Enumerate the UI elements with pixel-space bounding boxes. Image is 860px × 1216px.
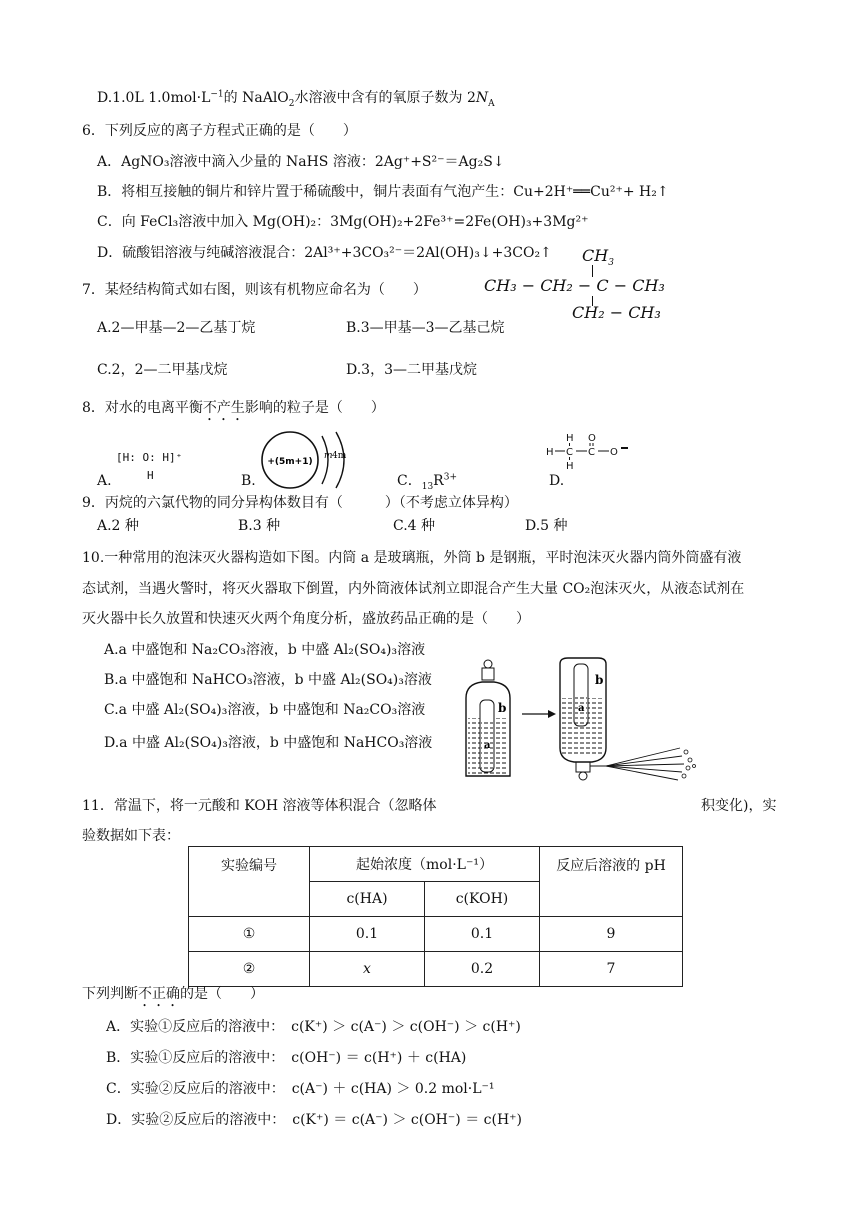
q9-option-b: B.3 种 — [238, 518, 281, 534]
q10-stem-line2: 态试剂，当遇火警时，将灭火器取下倒置，内外筒液体试剂立即混合产生大量 CO₂泡沫灭火，从液态试剂在 — [82, 581, 745, 597]
table-cell-koh: 0.2 — [425, 952, 540, 987]
fig-label-a-left: a — [484, 740, 491, 751]
q10-fire-extinguisher-diagram — [460, 656, 700, 786]
inverted-extinguisher — [560, 658, 696, 780]
q8-option-b-atom-diagram — [258, 428, 358, 492]
q10-option-a: A.a 中盛饱和 Na₂CO₃溶液，b 中盛 Al₂(SO₄)₃溶液 — [104, 642, 426, 658]
q7-structural-formula — [484, 246, 674, 326]
q9-option-c: C.4 种 — [393, 518, 436, 534]
q8-option-b-label: B. — [241, 473, 256, 489]
q8-b-shell2: 4m — [332, 451, 347, 461]
q11-stem-line1-post: 积变化)，实 — [701, 798, 777, 814]
q7-formula-main: CH₃ − CH₂ − C − CH₃ — [484, 276, 665, 295]
table-cell-id: ① — [189, 917, 310, 952]
q11-judge: 下列判断不正确的是（ ） — [82, 986, 264, 1002]
q7-option-d: D.3，3—二甲基戊烷 — [346, 362, 477, 378]
q6-option-c: C．向 FeCl₃溶液中加入 Mg(OH)₂：3Mg(OH)₂+2Fe³⁺=2Fe(OH)₃+3Mg²⁺ — [97, 214, 589, 230]
q6-option-b: B．将相互接触的铜片和锌片置于稀硫酸中，铜片表面有气泡产生：Cu+2H⁺══Cu²⁺+ H₂↑ — [97, 184, 669, 200]
q10-option-d: D.a 中盛 Al₂(SO₄)₃溶液，b 中盛饱和 NaHCO₃溶液 — [104, 735, 433, 751]
table-row — [189, 952, 683, 987]
svg-text:C: C — [588, 447, 595, 458]
fig-label-b-right: b — [595, 673, 604, 687]
q11-stem-line1-pre: 11．常温下，将一元酸和 KOH 溶液等体积混合（忽略体 — [82, 798, 437, 814]
q9-option-d: D.5 种 — [525, 518, 568, 534]
q11-option-b: B．实验①反应后的溶液中： c(OH⁻) ＝ c(H⁺) ＋ c(HA) — [106, 1050, 467, 1066]
q6-option-d: D．硫酸铝溶液与纯碱溶液混合：2Al³⁺+3CO₃²⁻＝2Al(OH)₃↓+3CO₂↑ — [97, 245, 552, 261]
table-row — [189, 917, 683, 952]
q9-option-a: A.2 种 — [97, 518, 139, 534]
q7-option-b: B.3—甲基—3—乙基己烷 — [346, 320, 505, 336]
svg-text:O: O — [588, 433, 596, 444]
svg-text:H: H — [546, 447, 554, 458]
q6-option-a: A．AgNO₃溶液中滴入少量的 NaHS 溶液：2Ag⁺+S²⁻＝Ag₂S↓ — [97, 154, 505, 170]
q11-stem-line2: 验数据如下表： — [82, 828, 180, 844]
table-cell-ph: 7 — [540, 952, 683, 987]
svg-text:H: H — [566, 433, 574, 444]
q10-option-c: C.a 中盛 Al₂(SO₄)₃溶液，b 中盛饱和 Na₂CO₃溶液 — [104, 702, 426, 718]
table-cell-ha: x — [310, 952, 425, 987]
fig-label-b-left: b — [498, 701, 507, 715]
q7-option-c: C.2，2—二甲基戊烷 — [97, 362, 228, 378]
q6-stem: 6．下列反应的离子方程式正确的是（ ） — [82, 123, 357, 139]
q7-stem: 7．某烃结构简式如右图，则该有机物应命名为（ ） — [82, 282, 427, 298]
q8-option-d-label: D. — [549, 473, 565, 489]
q8-option-c: C．$_{13}R^{3+}$ — [397, 472, 457, 492]
table-cell-ha: 0.1 — [310, 917, 425, 952]
q7-option-a: A.2—甲基—2—乙基丁烷 — [97, 320, 256, 336]
q11-option-d: D．实验②反应后的溶液中： c(K⁺) ＝ c(A⁻) ＞ c(OH⁻) ＝ c(H⁺) — [106, 1112, 523, 1128]
svg-text:C: C — [566, 447, 573, 458]
q8-b-shell1: m — [324, 451, 333, 461]
q8-b-nucleus: +(5m+1) — [267, 457, 313, 467]
q11-option-a: A．实验①反应后的溶液中： c(K⁺) ＞ c(A⁻) ＞ c(OH⁻) ＞ c(H⁺) — [106, 1019, 521, 1035]
table-cell-id: ② — [189, 952, 310, 987]
table-header-ph: 反应后溶液的 pH — [540, 847, 683, 917]
svg-text:O: O — [610, 447, 618, 458]
table-header-ckoh: c(KOH) — [425, 882, 540, 917]
q10-option-b: B.a 中盛饱和 NaHCO₃溶液，b 中盛 Al₂(SO₄)₃溶液 — [104, 672, 432, 688]
table-header-cha: c(HA) — [310, 882, 425, 917]
table-cell-koh: 0.1 — [425, 917, 540, 952]
upright-extinguisher — [466, 660, 510, 776]
q8-stem: 8．对水的电离平衡不产生影响的粒子是（ ） — [82, 400, 385, 416]
q11-option-c: C．实验②反应后的溶液中： c(A⁻) ＋ c(HA) ＞ 0.2 mol·L⁻¹ — [106, 1081, 495, 1097]
q10-stem-line3: 灭火器中长久放置和快速灭火两个角度分析，盛放药品正确的是（ ） — [82, 611, 530, 627]
q8-option-a-label: A. — [97, 473, 112, 489]
q7-formula-top: $CH_3$ — [582, 246, 614, 269]
table-header-exp: 实验编号 — [189, 847, 310, 917]
table-header-conc: 起始浓度（mol·L⁻¹） — [310, 847, 540, 882]
svg-text:H: H — [566, 461, 574, 470]
q5-option-d: D.1.0L $1.0mol\cdot L^{-1}$的 NaAlO$_2$水溶液中含有的氧原子数为 $2N_A$ — [97, 89, 495, 109]
q8-option-a-electron-formula: [H: O: H]⁺ H — [116, 451, 183, 482]
q10-stem-line1: 10.一种常用的泡沫灭火器构造如下图。内筒 a 是玻璃瓶，外筒 b 是钢瓶，平时泡沫灭火器内筒外筒盛有液 — [82, 550, 742, 566]
table-cell-ph: 9 — [540, 917, 683, 952]
q8-option-d-acetate-structure — [546, 430, 646, 470]
q11-data-table — [188, 846, 683, 987]
q7-formula-bottom: CH₂ − CH₃ — [572, 303, 661, 322]
q9-stem: 9．丙烷的六氯代物的同分异构体数目有（ ）（不考虑立体异构） — [82, 495, 518, 511]
fig-label-a-right: a — [578, 703, 585, 714]
